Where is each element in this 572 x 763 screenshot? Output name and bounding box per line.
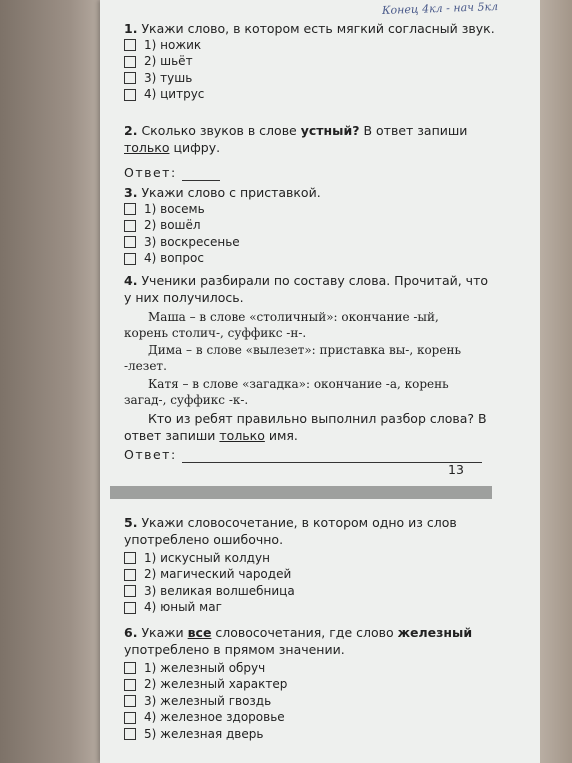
page-divider xyxy=(110,486,492,499)
question-4-ask: Кто из ребят правильно выполнил разбор слова? В ответ запиши только имя. xyxy=(124,411,487,443)
background-right xyxy=(540,0,572,763)
question-4-passage-2: Дима – в слове «вылезет»: приставка вы-, корень -лезет. xyxy=(124,343,461,373)
checkbox[interactable] xyxy=(124,569,136,581)
question-1-option-1[interactable]: 1) ножик xyxy=(124,37,498,54)
checkbox[interactable] xyxy=(124,662,136,674)
question-6-option-2[interactable]: 2) железный характер xyxy=(124,677,498,694)
question-5-text: 5. Укажи словосочетание, в котором одно из слов употреблено ошибочно. xyxy=(124,515,457,547)
checkbox[interactable] xyxy=(124,552,136,564)
question-3-option-3[interactable]: 3) воскресенье xyxy=(124,234,498,251)
question-2-text: 2. Сколько звуков в слове устный? В ответ запиши только цифру. xyxy=(124,123,468,155)
question-3-option-2[interactable]: 2) вошёл xyxy=(124,218,498,235)
question-4-passage-1: Маша – в слове «столичный»: окончание -ый, корень столич-, суффикс -н-. xyxy=(124,310,439,340)
question-5-option-1[interactable]: 1) искусный колдун xyxy=(124,550,498,567)
question-6-option-3[interactable]: 3) железный гвоздь xyxy=(124,693,498,710)
question-3-option-4[interactable]: 4) вопрос xyxy=(124,251,498,268)
question-3-text: 3. Укажи слово с приставкой. xyxy=(124,185,321,200)
question-6-text: 6. Укажи все словосочетания, где слово железный употреблено в прямом значении. xyxy=(124,625,473,657)
background-left xyxy=(0,0,100,763)
question-1-option-2[interactable]: 2) шьёт xyxy=(124,54,498,71)
question-4-text: 4. Ученики разбирали по составу слова. Прочитай, что у них получилось. xyxy=(124,273,488,305)
checkbox[interactable] xyxy=(124,712,136,724)
handwritten-note: Конец 4кл - нач 5кл xyxy=(381,0,499,18)
question-2-answer: Ответ: xyxy=(124,164,498,181)
question-3-option-1[interactable]: 1) восемь xyxy=(124,201,498,218)
checkbox[interactable] xyxy=(124,72,136,84)
checkbox[interactable] xyxy=(124,220,136,232)
page-number: 13 xyxy=(448,462,464,477)
question-6-option-5[interactable]: 5) железная дверь xyxy=(124,726,498,743)
checkbox[interactable] xyxy=(124,728,136,740)
question-4-answer: Ответ: xyxy=(124,446,498,463)
question-5-option-2[interactable]: 2) магический чародей xyxy=(124,567,498,584)
checkbox[interactable] xyxy=(124,39,136,51)
answer-field[interactable] xyxy=(182,462,482,463)
question-2 xyxy=(124,122,498,181)
question-3 xyxy=(124,184,498,267)
question-6-option-1[interactable]: 1) железный обруч xyxy=(124,660,498,677)
checkbox[interactable] xyxy=(124,236,136,248)
checkbox[interactable] xyxy=(124,602,136,614)
question-1-option-3[interactable]: 3) тушь xyxy=(124,70,498,87)
question-5 xyxy=(124,514,498,616)
checkbox[interactable] xyxy=(124,253,136,265)
checkbox[interactable] xyxy=(124,585,136,597)
answer-field[interactable] xyxy=(182,180,220,181)
question-5-option-3[interactable]: 3) великая волшебница xyxy=(124,583,498,600)
question-6 xyxy=(124,624,498,743)
checkbox[interactable] xyxy=(124,89,136,101)
question-4-passage-3: Катя – в слове «загадка»: окончание -а, корень загад-, суффикс -к-. xyxy=(124,377,449,407)
question-4 xyxy=(124,272,498,306)
checkbox[interactable] xyxy=(124,203,136,215)
question-1-option-4[interactable]: 4) цитрус xyxy=(124,87,498,104)
question-5-option-4[interactable]: 4) юный маг xyxy=(124,600,498,617)
question-1 xyxy=(124,20,498,103)
question-6-option-4[interactable]: 4) железное здоровье xyxy=(124,710,498,727)
question-1-text: 1. Укажи слово, в котором есть мягкий согласный звук. xyxy=(124,21,495,36)
checkbox[interactable] xyxy=(124,679,136,691)
checkbox[interactable] xyxy=(124,695,136,707)
checkbox[interactable] xyxy=(124,56,136,68)
